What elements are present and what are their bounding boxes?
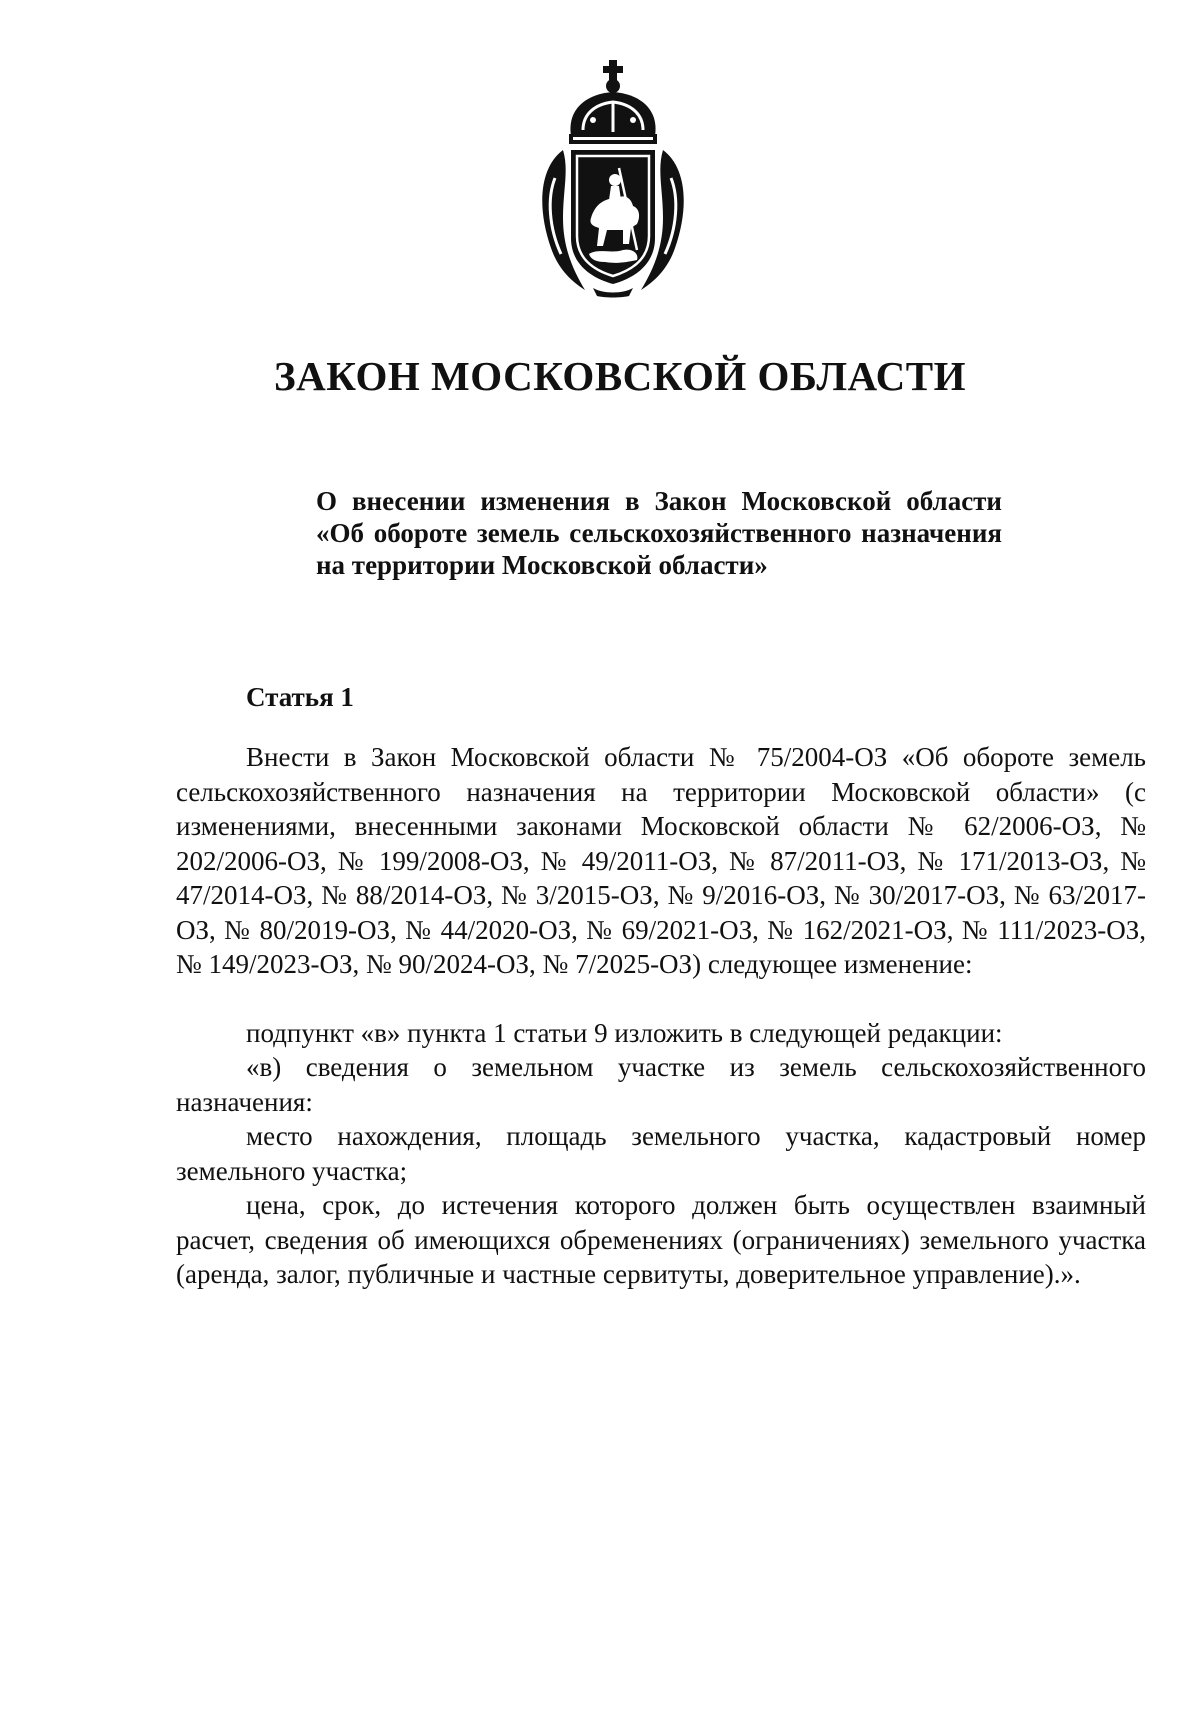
article-paragraph-item-v: «в) сведения о земельном участке из земель сельскохозяйственного назначения: [176, 1052, 1146, 1117]
law-subtitle: О внесении изменения в Закон Московской области «Об обороте земель сельскохозяйственного назначения на территории Московской области» [316, 486, 1002, 580]
article-paragraph-intro: Внести в Закон Московской области № 75/2004-ОЗ «Об обороте земель сельскохозяйственного назначения на территории Московской области» (с изменениями, внесенными законами Московской области № 62/2006-ОЗ, № 202/2006-ОЗ, № 199/2008-ОЗ, № 49/2011-ОЗ, № 87/2011-ОЗ, № 171/2013-ОЗ, № 47/2014-ОЗ, № 88/2014-ОЗ, № 3/2015-ОЗ, № 9/2016-ОЗ, № 30/2017-ОЗ, № 63/2017-ОЗ, № 80/2019-ОЗ, № 44/2020-ОЗ, № 69/2021-ОЗ, № 162/2021-ОЗ, № 111/2023-ОЗ, № 149/2023-ОЗ, № 90/2024-ОЗ, № 7/2025-ОЗ) следующее изменение: [176, 742, 1146, 979]
article-paragraph-price: цена, срок, до истечения которого должен быть осуществлен взаимный расчет, сведения об имеющихся обременениях (ограничениях) земельного участка (аренда, залог, публичные и частные сервитуты, доверительное управление).». [176, 1190, 1146, 1289]
article-paragraph-location: место нахождения, площадь земельного участка, кадастровый номер земельного участка; [176, 1121, 1146, 1186]
article-paragraph-subitem: подпункт «в» пункта 1 статьи 9 изложить в следующей редакции: [246, 1017, 1003, 1048]
article-heading: Статья 1 [246, 682, 354, 712]
article-body [176, 740, 1146, 1292]
coat-of-arms-icon [533, 58, 693, 298]
law-title: ЗАКОН МОСКОВСКОЙ ОБЛАСТИ [274, 353, 966, 399]
